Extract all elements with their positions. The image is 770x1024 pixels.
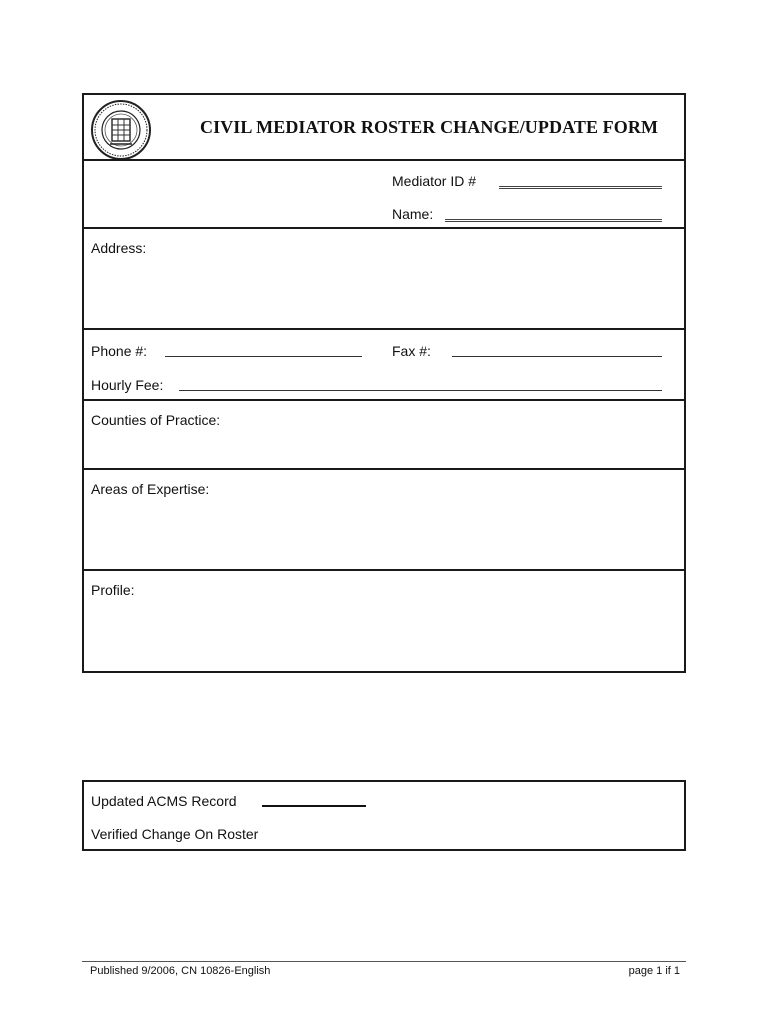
form-header (84, 95, 684, 159)
page-number: page 1 if 1 (628, 965, 680, 977)
fax-label: Fax #: (392, 343, 431, 359)
fax-field[interactable] (452, 356, 662, 357)
phone-field[interactable] (165, 356, 362, 357)
mediator-id-field[interactable] (499, 186, 662, 189)
counties-label: Counties of Practice: (91, 412, 221, 428)
hourly-fee-label: Hourly Fee: (91, 377, 164, 393)
expertise-label: Areas of Expertise: (91, 481, 210, 497)
form-title: CIVIL MEDIATOR ROSTER CHANGE/UPDATE FORM (200, 117, 659, 137)
counties-field[interactable] (89, 433, 679, 463)
phone-label: Phone #: (91, 343, 148, 359)
published-note: Published 9/2006, CN 10826-English (90, 965, 271, 977)
address-label: Address: (91, 240, 147, 256)
footer-divider (82, 961, 686, 962)
mediator-id-label: Mediator ID # (392, 173, 477, 189)
contact-section (84, 328, 684, 400)
profile-label: Profile: (91, 582, 135, 598)
court-seal-icon (90, 99, 152, 161)
address-section (84, 227, 684, 329)
name-field[interactable] (445, 219, 662, 222)
expertise-section (84, 468, 684, 570)
name-label: Name: (392, 206, 434, 222)
verified-change-label: Verified Change On Roster (91, 826, 259, 842)
counties-section (84, 399, 684, 469)
hourly-fee-field[interactable] (179, 390, 662, 391)
address-field[interactable] (89, 261, 679, 323)
profile-section (84, 569, 684, 673)
profile-field[interactable] (89, 603, 679, 665)
identity-section (84, 159, 684, 229)
updated-acms-field[interactable] (262, 805, 366, 807)
office-use-box (82, 780, 686, 851)
mediator-form (82, 93, 686, 673)
updated-acms-label: Updated ACMS Record (91, 793, 237, 809)
expertise-field[interactable] (89, 502, 679, 564)
